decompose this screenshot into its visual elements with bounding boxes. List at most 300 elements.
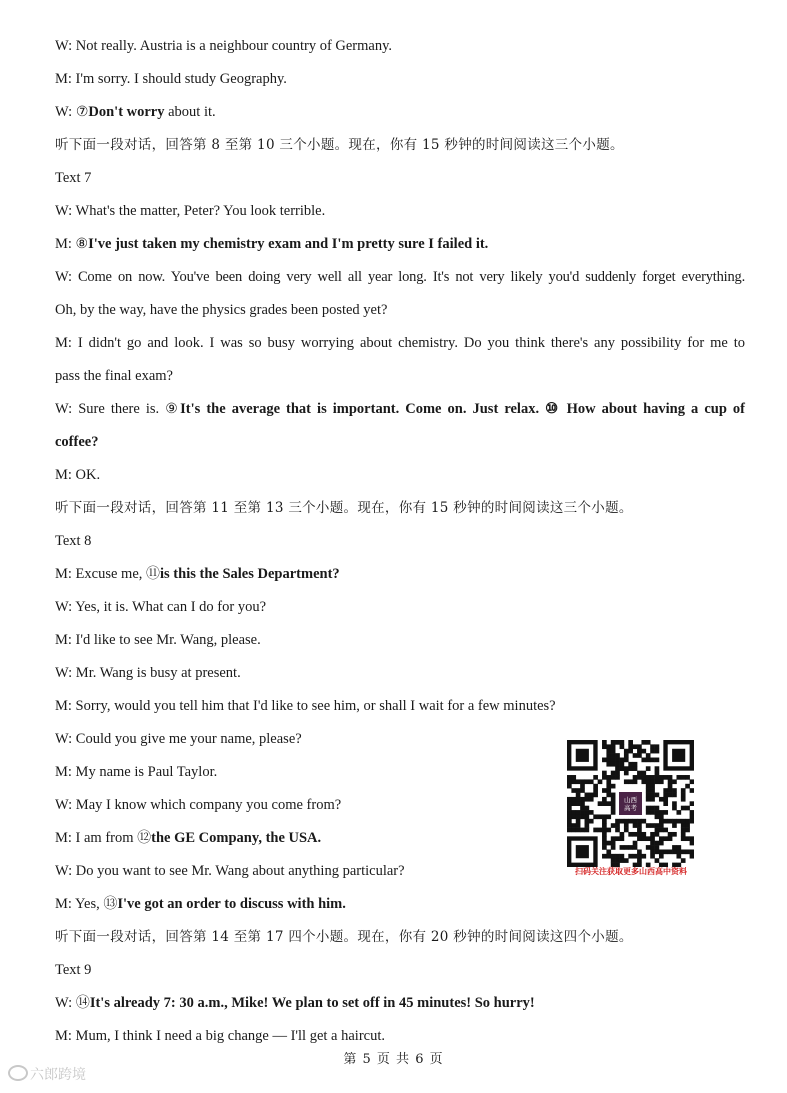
qr-module: [589, 810, 594, 815]
qr-module: [690, 849, 694, 854]
qr-module: [571, 810, 576, 815]
qr-module: [672, 779, 677, 784]
qr-module: [620, 766, 625, 771]
qr-module: [650, 832, 655, 837]
qr-module: [668, 849, 673, 854]
section-heading: Text 7: [55, 170, 92, 186]
answer-highlight: It's already 7: 30 a.m., Mike! We plan to set off in 45 minutes! So hurry!: [89, 995, 535, 1011]
qr-module: [655, 823, 660, 828]
qr-module: [593, 828, 598, 833]
qr-module: [576, 801, 581, 806]
qr-module: [606, 854, 611, 859]
qr-module: [646, 753, 651, 758]
qr-module: [606, 841, 611, 846]
qr-module: [580, 810, 585, 815]
qr-module: [611, 749, 616, 754]
qr-module: [615, 828, 620, 833]
qr-module: [611, 793, 616, 798]
answer-marker: ⑧: [75, 237, 89, 252]
qr-module: [659, 810, 664, 815]
qr-module: [637, 819, 642, 824]
answer-marker: ⑦: [75, 105, 89, 120]
qr-module: [659, 823, 664, 828]
qr-module: [655, 841, 660, 846]
qr-module: [576, 788, 581, 793]
qr-module: [685, 819, 690, 824]
qr-module: [676, 845, 681, 850]
qr-module: [655, 814, 660, 819]
qr-module: [611, 854, 616, 859]
qr-module: [602, 828, 607, 833]
qr-module: [602, 854, 607, 859]
qr-module: [571, 814, 576, 819]
qr-module: [585, 806, 590, 811]
qr-module: [650, 744, 655, 749]
qr-module: [628, 845, 633, 850]
qr-module: [646, 836, 651, 841]
qr-module: [611, 823, 616, 828]
dialogue-line: M: I'd like to see Mr. Wang, please.: [55, 632, 261, 648]
qr-module: [633, 775, 638, 780]
qr-module: [637, 753, 642, 758]
qr-module: [576, 793, 581, 798]
qr-module: [624, 771, 629, 776]
qr-module: [628, 762, 633, 767]
qr-module: [589, 797, 594, 802]
qr-module: [620, 744, 625, 749]
qr-module: [659, 849, 664, 854]
qr-module: [659, 779, 664, 784]
qr-module: [598, 779, 603, 784]
qr-module: [611, 784, 616, 789]
qr-module: [571, 775, 576, 780]
qr-module: [611, 775, 616, 780]
qr-module: [571, 823, 576, 828]
qr-module: [655, 845, 660, 850]
qr-module: [655, 832, 660, 837]
dialogue-line: W: What's the matter, Peter? You look terrible.: [55, 203, 326, 219]
answer-marker: ⑨: [165, 402, 181, 417]
qr-module: [641, 740, 646, 745]
qr-module: [585, 810, 590, 815]
qr-module: [659, 828, 664, 833]
qr-module: [690, 810, 694, 815]
qr-module: [611, 797, 616, 802]
instruction-line: 听下面一段对话，回答第 8 至第 10 三个小题。现在，你有 15 秒钟的时间阅读这三个小题。: [55, 137, 624, 153]
qr-module: [576, 819, 581, 824]
qr-module: [628, 744, 633, 749]
dialogue-line: M: Mum, I think I need a big change — I'll get a haircut.: [55, 1028, 385, 1044]
instruction-line: 听下面一段对话，回答第 11 至第 13 三个小题。现在，你有 15 秒钟的时间阅读这三个小题。: [55, 500, 633, 516]
qr-module: [602, 744, 607, 749]
qr-module: [650, 836, 655, 841]
qr-module: [663, 801, 668, 806]
qr-module: [606, 779, 611, 784]
answer-highlight: It's the average that is important. Come on. Just relax. ⑩ How about having a cup of: [180, 401, 746, 417]
qr-module: [681, 806, 686, 811]
qr-module: [681, 858, 686, 863]
qr-module: [620, 758, 625, 763]
qr-module: [637, 771, 642, 776]
qr-module: [690, 814, 694, 819]
qr-module: [655, 758, 660, 763]
qr-module: [602, 775, 607, 780]
watermark-logo-icon: [8, 1065, 28, 1081]
qr-module: [641, 749, 646, 754]
qr-module: [598, 828, 603, 833]
qr-finder: [567, 740, 598, 771]
qr-module: [567, 810, 572, 815]
qr-module: [606, 849, 611, 854]
dialogue-line: W: Could you give me your name, please?: [55, 731, 302, 747]
instruction-line: 听下面一段对话，回答第 14 至第 17 四个小题。现在，你有 20 秒钟的时间阅读这四个小题。: [55, 929, 633, 945]
qr-module: [611, 762, 616, 767]
qr-module: [602, 845, 607, 850]
qr-module: [685, 775, 690, 780]
qr-module: [606, 775, 611, 780]
dialogue-line: M: Sorry, would you tell him that I'd like to see him, or shall I wait for a few minutes?: [55, 698, 556, 714]
qr-module: [655, 858, 660, 863]
qr-module: [641, 832, 646, 837]
qr-module: [611, 801, 616, 806]
qr-module: [685, 828, 690, 833]
qr-module: [668, 832, 673, 837]
qr-module: [672, 819, 677, 824]
qr-module: [637, 749, 642, 754]
qr-module: [650, 788, 655, 793]
qr-module: [611, 771, 616, 776]
qr-module: [624, 845, 629, 850]
qr-module: [633, 744, 638, 749]
qr-module: [611, 744, 616, 749]
answer-highlight: coffee?: [55, 434, 99, 450]
qr-module: [606, 801, 611, 806]
qr-module: [655, 828, 660, 833]
dialogue-line: W: Sure there is. ⑨It's the average that is important. Come on. Just relax. ⑩ How about having a cup of: [55, 401, 746, 417]
qr-module: [598, 801, 603, 806]
qr-module: [676, 775, 681, 780]
dialogue-line: W: Yes, it is. What can I do for you?: [55, 599, 267, 615]
qr-module: [620, 836, 625, 841]
qr-finder: [567, 836, 598, 867]
qr-module: [611, 836, 616, 841]
qr-module: [663, 836, 668, 841]
qr-module: [580, 788, 585, 793]
qr-module: [633, 823, 638, 828]
qr-module: [646, 845, 651, 850]
qr-module: [637, 858, 642, 863]
qr-module: [602, 819, 607, 824]
answer-highlight: is this the Sales Department?: [160, 566, 340, 582]
qr-module: [637, 832, 642, 837]
qr-module: [646, 806, 651, 811]
qr-module: [624, 828, 629, 833]
qr-module: [663, 797, 668, 802]
qr-module: [567, 779, 572, 784]
answer-marker: ⑫: [137, 831, 152, 846]
qr-module: [641, 775, 646, 780]
qr-module: [576, 779, 581, 784]
qr-module: [641, 771, 646, 776]
qr-module: [641, 758, 646, 763]
qr-module: [585, 779, 590, 784]
qr-module: [668, 784, 673, 789]
qr-module: [567, 797, 572, 802]
qr-module: [681, 836, 686, 841]
qr-module: [615, 775, 620, 780]
qr-module: [628, 740, 633, 745]
qr-code[interactable]: [567, 740, 694, 867]
qr-module: [580, 784, 585, 789]
qr-module: [672, 793, 677, 798]
qr-module: [567, 801, 572, 806]
qr-module: [637, 823, 642, 828]
qr-module: [585, 793, 590, 798]
qr-module: [646, 740, 651, 745]
qr-module: [580, 806, 585, 811]
qr-module: [567, 828, 572, 833]
qr-module: [602, 771, 607, 776]
answer-highlight: Don't worry: [88, 104, 165, 120]
qr-module: [646, 779, 651, 784]
qr-module: [655, 749, 660, 754]
qr-module: [633, 779, 638, 784]
qr-module: [663, 788, 668, 793]
answer-marker: ⑬: [103, 897, 118, 912]
qr-module: [571, 797, 576, 802]
qr-module: [681, 832, 686, 837]
qr-module: [620, 762, 625, 767]
qr-module: [615, 819, 620, 824]
dialogue-line: W: Not really. Austria is a neighbour country of Germany.: [55, 38, 393, 54]
qr-module: [650, 784, 655, 789]
qr-module: [676, 854, 681, 859]
dialogue-line: Oh, by the way, have the physics grades been posted yet?: [55, 302, 388, 318]
qr-module: [659, 797, 664, 802]
qr-module: [668, 836, 673, 841]
qr-module: [681, 823, 686, 828]
qr-module: [668, 788, 673, 793]
qr-module: [690, 841, 694, 846]
dialogue-line: W: ⑭It's already 7: 30 a.m., Mike! We plan to set off in 45 minutes! So hurry!: [55, 995, 535, 1011]
qr-module: [606, 753, 611, 758]
qr-finder: [663, 740, 694, 771]
qr-module: [620, 832, 625, 837]
qr-module: [685, 836, 690, 841]
qr-module: [676, 819, 681, 824]
dialogue-line: M: My name is Paul Taylor.: [55, 764, 218, 780]
qr-module: [615, 858, 620, 863]
qr-module: [624, 819, 629, 824]
qr-module: [628, 766, 633, 771]
qr-module: [681, 793, 686, 798]
qr-module: [620, 740, 625, 745]
qr-module: [580, 828, 585, 833]
qr-module: [580, 779, 585, 784]
qr-module: [571, 828, 576, 833]
qr-module: [633, 819, 638, 824]
dialogue-line: W: Come on now. You've been doing very well all year long. It's not very likely you'd suddenly forget everything.: [55, 269, 745, 285]
section-heading: Text 8: [55, 533, 92, 549]
qr-module: [602, 814, 607, 819]
qr-module: [620, 845, 625, 850]
qr-module: [593, 784, 598, 789]
qr-module: [650, 845, 655, 850]
qr-module: [606, 749, 611, 754]
qr-module: [659, 819, 664, 824]
qr-module: [641, 854, 646, 859]
qr-module: [620, 819, 625, 824]
qr-module: [663, 810, 668, 815]
qr-module: [659, 854, 664, 859]
qr-module: [637, 854, 642, 859]
qr-module: [602, 841, 607, 846]
qr-module: [628, 779, 633, 784]
qr-module: [663, 849, 668, 854]
qr-module: [628, 749, 633, 754]
qr-module: [633, 854, 638, 859]
qr-module: [589, 819, 594, 824]
qr-module: [650, 806, 655, 811]
qr-module: [624, 753, 629, 758]
qr-module: [606, 744, 611, 749]
qr-module: [580, 814, 585, 819]
answer-highlight: I've just taken my chemistry exam and I'm pretty sure I failed it.: [88, 236, 489, 252]
qr-module: [593, 788, 598, 793]
qr-module: [690, 788, 694, 793]
qr-module: [663, 828, 668, 833]
dialogue-line: [55, 433, 745, 451]
answer-highlight: the GE Company, the USA.: [151, 830, 322, 846]
qr-module: [655, 810, 660, 815]
qr-module: [585, 819, 590, 824]
qr-module: [615, 766, 620, 771]
qr-module: [650, 749, 655, 754]
qr-module: [681, 788, 686, 793]
qr-module: [655, 779, 660, 784]
qr-module: [602, 836, 607, 841]
qr-module: [646, 810, 651, 815]
answer-marker: ⑪: [146, 567, 161, 582]
qr-module: [646, 766, 651, 771]
qr-module: [628, 832, 633, 837]
qr-module: [624, 758, 629, 763]
qr-module: [646, 788, 651, 793]
qr-module: [672, 845, 677, 850]
qr-module: [611, 845, 616, 850]
qr-module: [620, 858, 625, 863]
qr-module: [602, 832, 607, 837]
dialogue-line: M: I'm sorry. I should study Geography.: [55, 71, 287, 87]
qr-module: [633, 753, 638, 758]
qr-module: [685, 823, 690, 828]
dialogue-line: W: Mr. Wang is busy at present.: [55, 665, 241, 681]
qr-module: [663, 819, 668, 824]
dialogue-line: M: Excuse me, ⑪is this the Sales Department?: [55, 566, 340, 582]
qr-module: [650, 841, 655, 846]
qr-module: [668, 819, 673, 824]
dialogue-line: M: ⑧I've just taken my chemistry exam and I'm pretty sure I failed it.: [55, 236, 489, 252]
qr-module: [655, 806, 660, 811]
qr-module: [685, 784, 690, 789]
qr-module: [606, 793, 611, 798]
qr-module: [624, 779, 629, 784]
qr-module: [611, 740, 616, 745]
section-heading: Text 9: [55, 962, 92, 978]
qr-module: [681, 849, 686, 854]
qr-module: [611, 758, 616, 763]
qr-module: [580, 797, 585, 802]
qr-module: [655, 793, 660, 798]
qr-module: [593, 814, 598, 819]
qr-module: [672, 806, 677, 811]
qr-module: [615, 854, 620, 859]
qr-module: [606, 828, 611, 833]
qr-module: [637, 744, 642, 749]
qr-module: [606, 784, 611, 789]
qr-module: [611, 753, 616, 758]
qr-module: [606, 814, 611, 819]
qr-module: [681, 797, 686, 802]
qr-module: [606, 758, 611, 763]
qr-module: [598, 814, 603, 819]
qr-module: [576, 823, 581, 828]
qr-module: [690, 801, 694, 806]
qr-module: [615, 823, 620, 828]
qr-module: [602, 740, 607, 745]
qr-module: [650, 854, 655, 859]
qr-module: [567, 814, 572, 819]
qr-module: [615, 771, 620, 776]
qr-module: [585, 797, 590, 802]
qr-module: [615, 740, 620, 745]
dialogue-line: pass the final exam?: [55, 368, 173, 384]
dialogue-line: W: May I know which company you come from?: [55, 797, 342, 813]
qr-module: [628, 854, 633, 859]
qr-module: [659, 841, 664, 846]
qr-module: [576, 814, 581, 819]
qr-module: [633, 845, 638, 850]
qr-caption: 扫码关注获取更多山西高中资料: [575, 867, 687, 876]
qr-module: [593, 793, 598, 798]
qr-module: [646, 797, 651, 802]
qr-module: [685, 806, 690, 811]
qr-module: [659, 836, 664, 841]
answer-marker: ⑭: [75, 996, 90, 1011]
watermark: 六郎跨境: [8, 1064, 86, 1084]
dialogue-line: M: Yes, ⑬I've got an order to discuss with him.: [55, 896, 346, 912]
qr-module: [633, 762, 638, 767]
qr-module: [637, 775, 642, 780]
qr-module: [593, 775, 598, 780]
qr-module: [641, 836, 646, 841]
qr-module: [624, 823, 629, 828]
qr-module: [589, 793, 594, 798]
qr-module: [646, 793, 651, 798]
qr-module: [633, 766, 638, 771]
qr-module: [672, 788, 677, 793]
qr-module: [633, 832, 638, 837]
qr-module: [681, 819, 686, 824]
qr-module: [637, 828, 642, 833]
qr-module: [681, 775, 686, 780]
qr-module: [637, 849, 642, 854]
qr-module: [655, 766, 660, 771]
qr-module: [602, 797, 607, 802]
qr-logo: 山西 高考: [617, 790, 644, 817]
qr-module: [576, 810, 581, 815]
dialogue-line: W: ⑦Don't worry about it.: [55, 104, 216, 120]
